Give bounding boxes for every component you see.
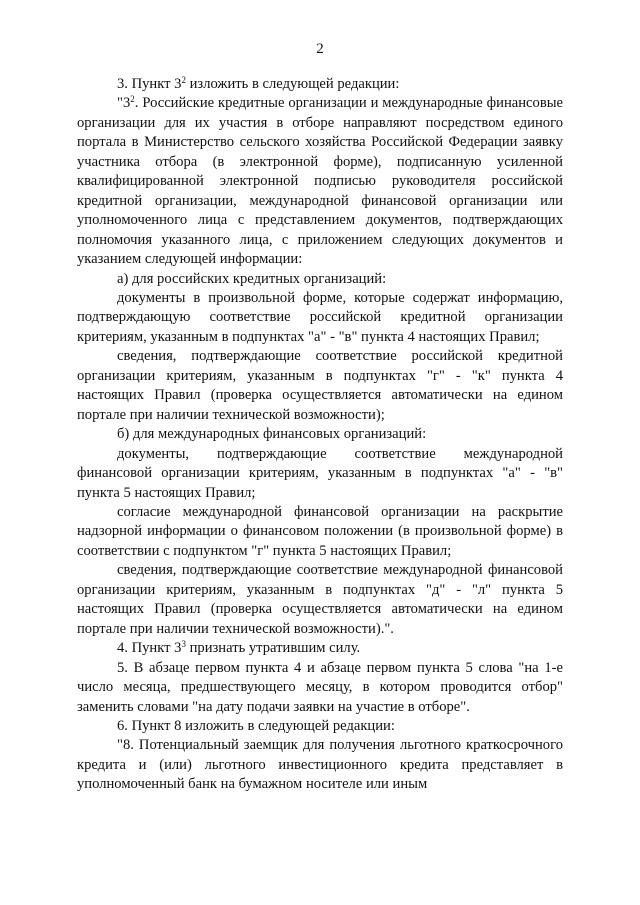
- page-number: 2: [316, 41, 324, 57]
- paragraph-info-international: сведения, подтверждающие соответствие международной финансовой организации критериям, указанным в подпунктах "д" - "л" пункта 5 настоящих Правил (проверка осуществляется автоматически на едином портале при наличии технической возможности).".: [77, 562, 563, 637]
- paragraph-info-credit: сведения, подтверждающие соответствие российской кредитной организации критериям, указанным в подпунктах "г" - "к" пункта 4 настоящих Правил (проверка осуществляется автоматически на едином портале при наличии технической возможности);: [77, 348, 563, 423]
- paragraph-consent-international: согласие международной финансовой организации на раскрытие надзорной информации о финансовом положении (в произвольной форме) в соответствии с подпунктом "г" пункта 5 настоящих Правил;: [77, 503, 563, 559]
- paragraph-item-5: 5. В абзаце первом пункта 4 и абзаце первом пункта 5 слова "на 1-е число месяца, предшествующего месяцу, в котором проводится отбор" заменить словами "на дату подачи заявки на участие в отборе".: [77, 659, 563, 715]
- paragraph-item-3-2-text: "$3^2$. Российские кредитные организации и международные финансовые организации для их участия в отборе направляют посредством единого портала в Министерство сельского хозяйства Российской Федерации заявку участника отбора (в электронной форме), подписанную усиленной квалифицированной электронной подписью руководителя российской кредитной организации, международной финансовой организации или уполномоченного лица с представлением документов, подтверждающих полномочия указанного лица, с приложением следующих документов и указанием следующей информации:: [77, 94, 563, 268]
- paragraph-subitem-b: б) для международных финансовых организаций:: [117, 426, 427, 443]
- paragraph-item-6: 6. Пункт 8 изложить в следующей редакции:: [117, 717, 395, 734]
- document-body: [77, 75, 563, 795]
- paragraph-documents-credit: документы в произвольной форме, которые содержат информацию, подтверждающую соответствие российской кредитной организации критериям, указанным в подпунктах "а" - "в" пункта 4 настоящих Правил;: [77, 289, 563, 345]
- paragraph-item-8-text: "8. Потенциальный заемщик для получения льготного краткосрочного кредита и (или) льготного инвестиционного кредита представляет в уполномоченный банк на бумажном носителе или иным: [77, 737, 563, 793]
- paragraph-item-4: 4. Пункт $3^3$ признать утратившим силу.: [117, 639, 361, 657]
- paragraph-item-3: 3. Пункт $3^2$ изложить в следующей редакции:: [117, 75, 400, 92]
- paragraph-subitem-a: а) для российских кредитных организаций:: [117, 270, 387, 287]
- paragraph-documents-international: документы, подтверждающие соответствие международной финансовой организации критериям, указанным в подпунктах "а" - "в" пункта 5 настоящих Правил;: [77, 445, 563, 501]
